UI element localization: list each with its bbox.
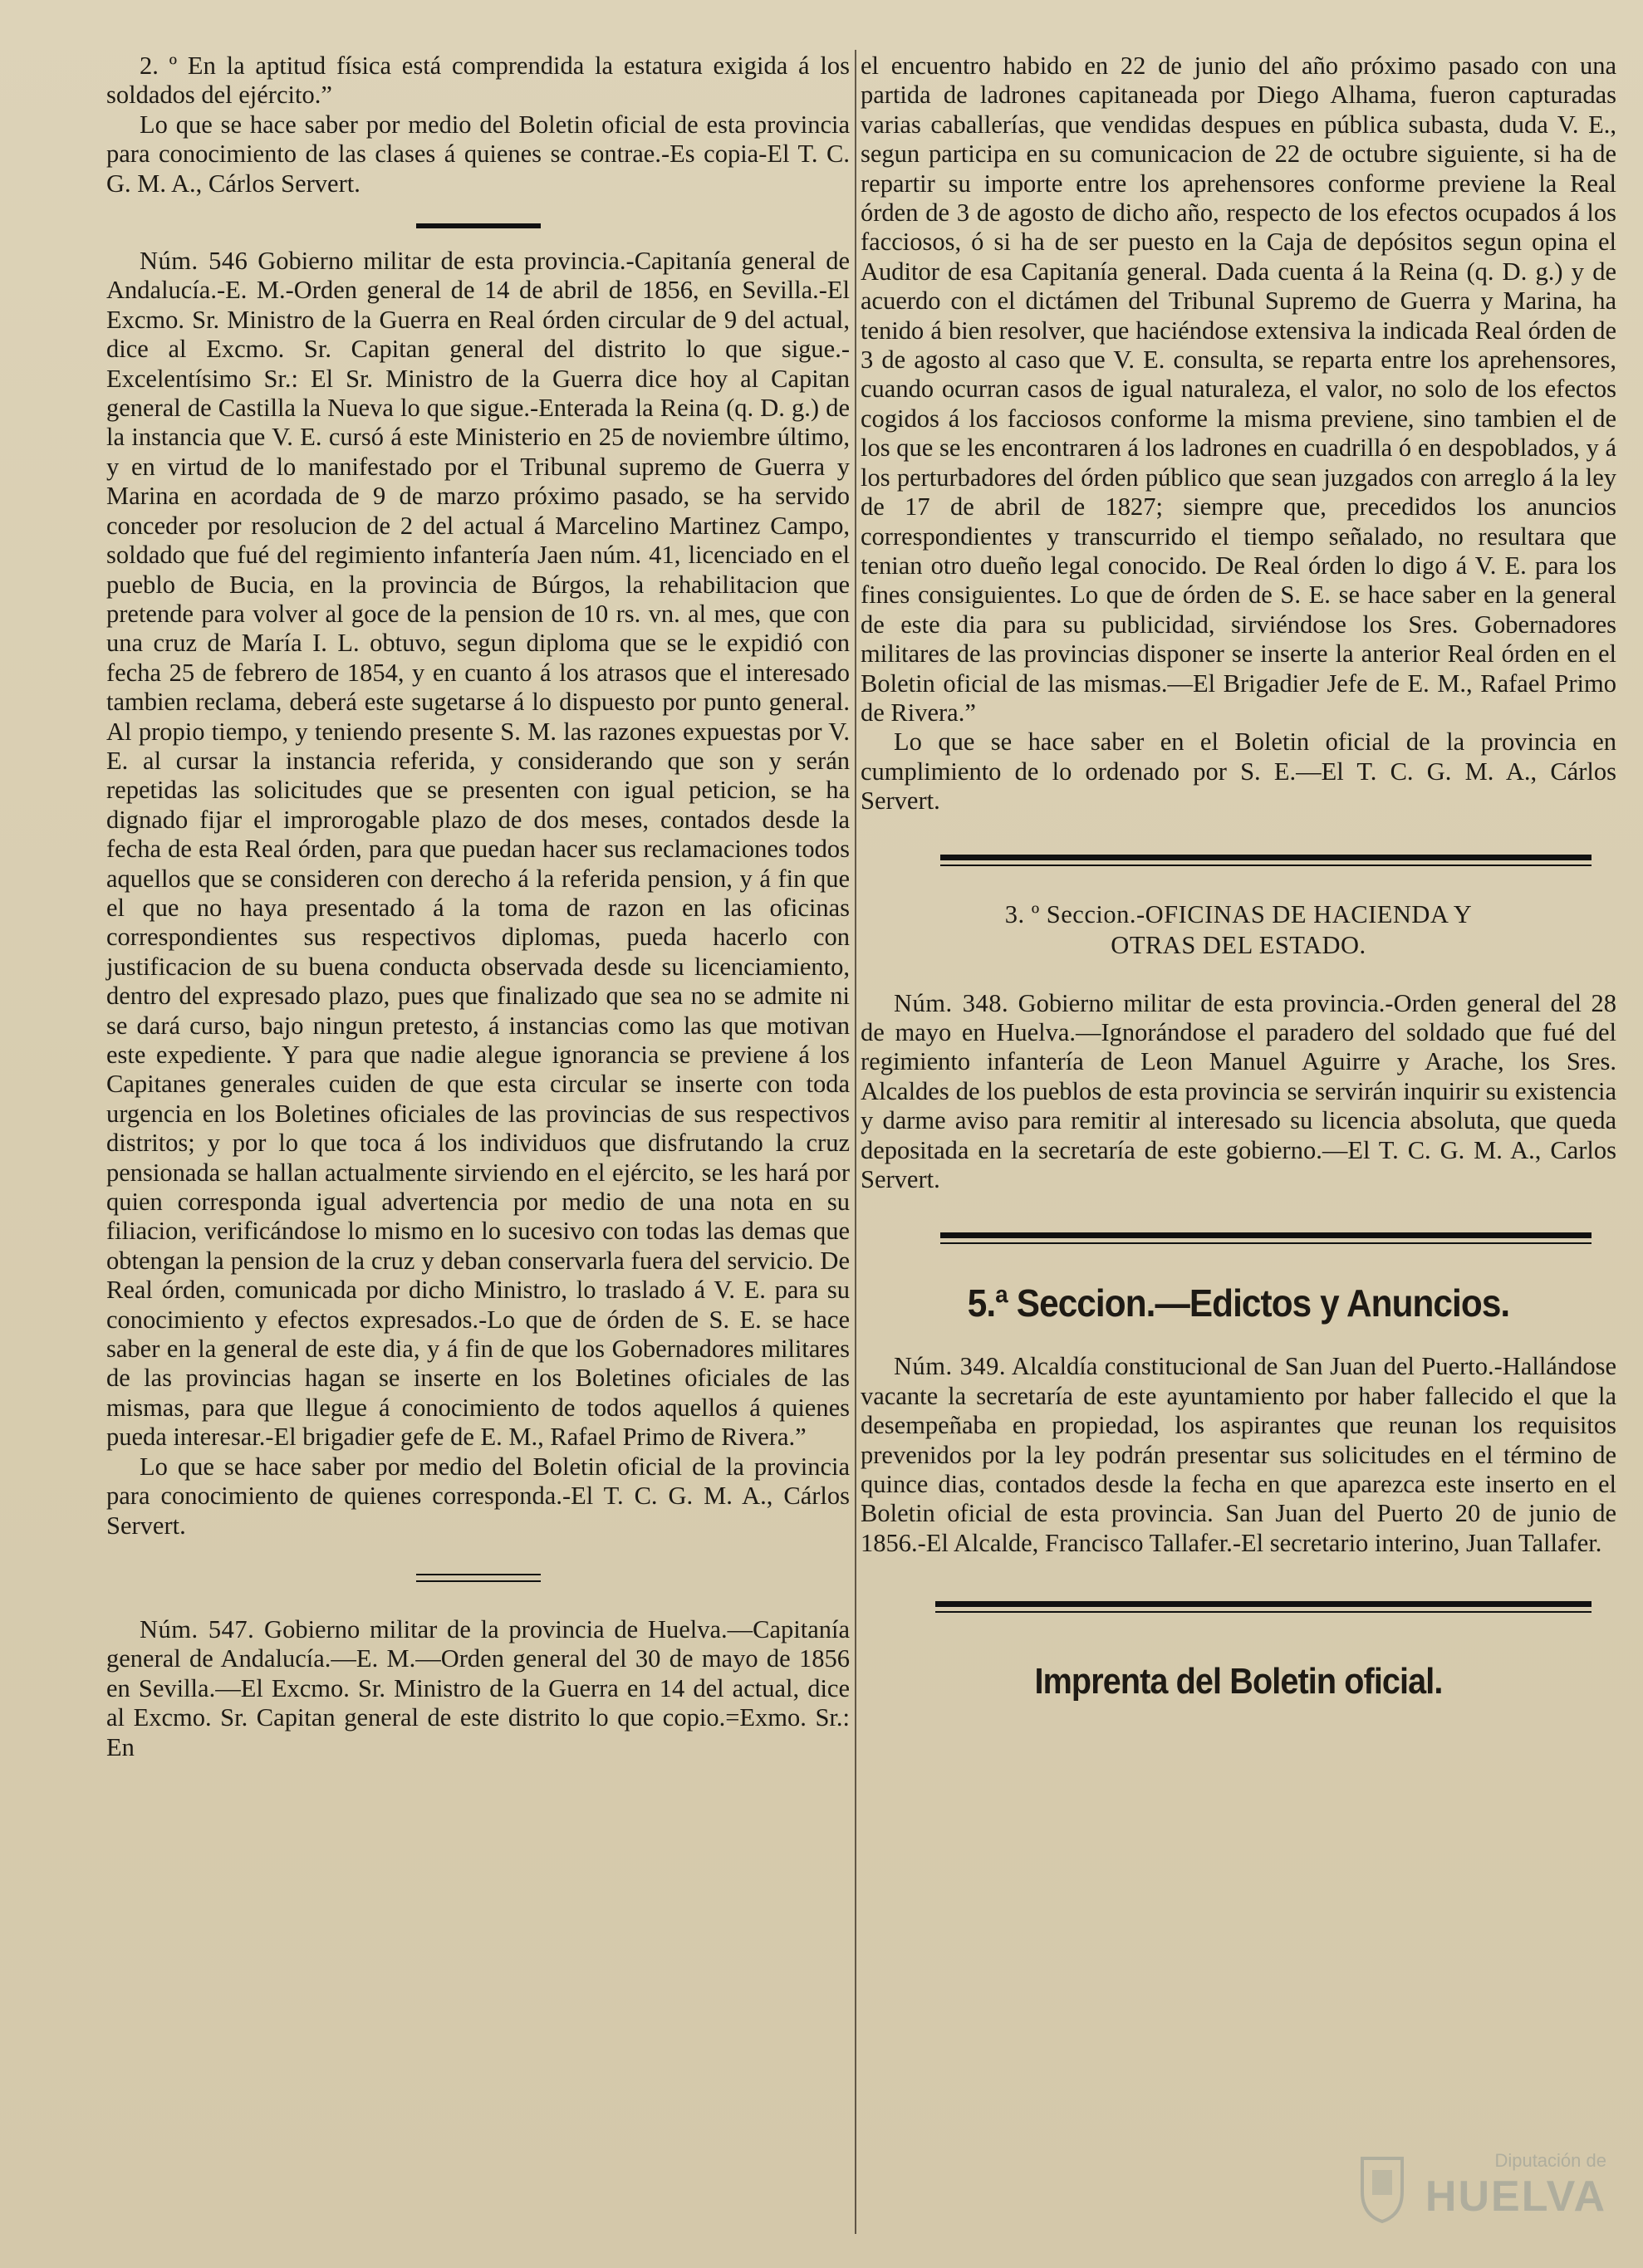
section-heading-line: 3. º Seccion.-OFICINAS DE HACIENDA Y — [1004, 899, 1473, 928]
article-closing: Lo que se hace saber en el Boletin oficial de la provincia en cumplimiento de lo ordenado por S. E.—El T. C. G. M. A., Cárlos Servert. — [861, 727, 1616, 816]
notice-546-closing: Lo que se hace saber por medio del Boletin oficial de la provincia para conocimiento de quienes corresponda.-El T. C. G. M. A., Cárlos Servert. — [106, 1452, 850, 1540]
rule-thick — [935, 1601, 1592, 1607]
watermark-large-text: HUELVA — [1425, 2172, 1606, 2221]
archive-watermark — [1357, 2143, 1606, 2235]
rule-thin — [940, 1242, 1592, 1244]
notice-body: Gobierno militar de la provincia de Huelva.—Capitanía general de Andalucía.—E. M.—Orden general del 30 de mayo de 1856 en Sevilla.—El Excmo. Sr. Ministro de la Guerra en 14 del actual, dice al Excmo. Sr. Capitan general de este distrito lo que copio.=Exmo. Sr.: En — [106, 1614, 851, 1761]
notice-547 — [106, 1615, 850, 1762]
rule-thin — [940, 865, 1592, 866]
notice-number: Núm. 546 — [140, 247, 248, 276]
rule-thick — [940, 1232, 1592, 1238]
article-continuation: 2. º En la aptitud física está comprendida la estatura exigida á los soldados del ejército.” — [106, 51, 850, 110]
article-closing: Lo que se hace saber por medio del Boletin oficial de esta provincia para conocimiento de las clases á quienes se contrae.-Es copia-El T. C. G. M. A., Cárlos Servert. — [106, 110, 850, 198]
notice-546 — [106, 247, 850, 1452]
separator-rule — [416, 1580, 541, 1582]
notice-number: Núm. 348. — [894, 988, 1009, 1017]
section-rule — [935, 1601, 1592, 1613]
crest-icon — [1357, 2150, 1407, 2225]
notice-body: Alcaldía constitucional de San Juan del Puerto.-Hallándose vacante la secretaría de este ayuntamiento por haber fallecido el que la desempeñaba en propiedad, los aspirantes que reunan los requisitos prevenidos por la ley podrán presentar sus solicitudes en el término de quince dias, contados desde la fecha en que aparezca este inserto en el Boletin oficial de esta provincia. San Juan del Puerto 20 de junio de 1856.-El Alcalde, Francisco Tallafer.-El secretario interino, Juan Tallafer. — [861, 1352, 1616, 1557]
notice-348 — [861, 989, 1616, 1195]
section-heading-line: OTRAS DEL ESTADO. — [1111, 930, 1366, 959]
notice-body: Gobierno militar de esta provincia.-Capitanía general de Andalucía.-E. M.-Orden general de 14 de abril de 1856, en Sevilla.-El Excmo. Sr. Ministro de la Guerra en Real órden circular de 9 del actual, dice al Excmo. Sr. Capitan general del distrito lo que sigue.-Excelentísimo Sr.: El Sr. Ministro de la Guerra dice hoy al Capitan general de Castilla la Nueva lo que sigue.-Enterada la Reina (q. D. g.) de la instancia que V. E. cursó á este Ministerio en 25 de noviembre último, y en virtud de lo manifestado por el Tribunal supremo de Guerra y Marina en acordada de 9 de marzo próximo pasado, se ha servido conceder por resolucion de 2 del actual á Marcelino Martinez Campo, soldado que fué del regimiento infantería Jaen núm. 41, licenciado en el pueblo de Bucia, en la provincia de Búrgos, la rehabilitacion que pretende para volver al goce de la pension de 10 rs. vn. al mes, que con una cruz de María I. L. obtuvo, segun diploma que se le expidió con fecha 25 de febrero de 1854, y en cuanto á los atrasos que el interesado tambien reclama, deberá este sugetarse á lo dispuesto por punto general. Al propio tiempo, y teniendo presente S. M. las razones expuestas por V. E. al cursar la instancia referida, y considerando que son y serán repetidas las solicitudes que se presenten con igual peticion, se ha dignado fijar el improrogable plazo de dos meses, contados desde la fecha de esta Real órden, para que puedan hacer sus reclamaciones todos aquellos que se consideren con derecho á la referida pension, y á fin que el que no haya presentado á la toma de razon en las oficinas correspondientes sus respectivos diplomas, pueda hacerlo con justificacion de su buena conducta observada desde su licenciamiento, dentro del expresado plazo, pues que finalizado que sea no se admite ni se dará curso, bajo ningun pretesto, á instancias como las que motivan este expediente. Y para que nadie alegue ignorancia se previene á los Capitanes generales cuiden de que esta circular se inserte con toda urgencia en los Boletines oficiales de las provincias de sus respectivos distritos; y por lo que toca á los individuos que disfrutando la cruz pensionada se hallan actualmente sirviendo en el ejército, se les hará por quien corresponda igual advertencia por medio de una nota en su filiacion, verificándose lo mismo en lo sucesivo con todas las demas que obtengan la pension de la cruz y deban conservarla fuera del servicio. De Real órden, comunicada por dicho Ministro, lo traslado á V. E. para su conocimiento y efectos expresados.-Lo que de órden de S. E. se hace saber en la general de este dia, y á fin de que los Gobernadores militares de las provincias hagan se inserte en los Boletines oficiales de las mismas, para que llegue á conocimiento de todos aquellos á quienes pueda interesar.-El brigadier gefe de E. M., Rafael Primo de Rivera.” — [106, 247, 850, 1452]
separator-rule — [416, 1574, 541, 1575]
section-rule — [940, 855, 1592, 866]
notice-number: Núm. 349. — [894, 1352, 1007, 1381]
printer-imprint: Imprenta del Boletin oficial. — [1034, 1661, 1443, 1702]
notice-number: Núm. 547. — [140, 1614, 255, 1643]
notice-body: Gobierno militar de esta provincia.-Orden general del 28 de mayo en Huelva.—Ignorándose el paradero del soldado que fué del regimiento infantería de Leon Manuel Aguirre y Arache, los Sres. Alcaldes de los pueblos de esta provincia se servirán inquirir su existencia y darme aviso para remitir al interesado su licencia absoluta, que queda depositada en la secretaría de este gobierno.—El T. C. G. M. A., Carlos Servert. — [861, 988, 1617, 1193]
notice-349 — [861, 1352, 1616, 1558]
left-column — [106, 51, 850, 1762]
rule-thin — [935, 1611, 1592, 1613]
rule-thick — [940, 855, 1592, 860]
section-rule — [940, 1232, 1592, 1244]
right-column — [861, 51, 1616, 1704]
separator-rule — [416, 223, 541, 228]
article-continuation: el encuentro habido en 22 de junio del año próximo pasado con una partida de ladrones capitaneada por Diego Alhama, fueron capturadas varias caballerías, que vendidas despues en pública subasta, duda V. E., segun participa en su comunicacion de 22 de octubre siguiente, si ha de repartir su importe entre los aprehensores conforme previene la Real órden de 3 de agosto de dicho año, respecto de los efectos ocupados á los facciosos, ó si ha de ser puesto en la Caja de depósitos segun opina el Auditor de esa Capitanía general. Dada cuenta á la Reina (q. D. g.) y de acuerdo con el dictámen del Tribunal Supremo de Guerra y Marina, ha tenido á bien resolver, que haciéndose extensiva la indicada Real órden de 3 de agosto al caso que V. E. consulta, se reparta entre los aprehensores, cuando ocurran casos de igual naturaleza, el valor, no solo de los efectos cogidos á los facciosos conforme la misma previene, sino tambien el de los que se les encontraren á los ladrones en cuadrilla ó en despoblados, y á los perturbadores del órden público que sean juzgados con arreglo á la ley de 17 de abril de 1827; siempre que, precedidos los anuncios correspondientes y transcurrido el tiempo señalado, no resultara que tenian otro dueño legal conocido. De Real órden lo digo á V. E. para los fines consiguientes. Lo que de órden de S. E. se hace saber en la general de este dia para su publicidad, sirviéndose los Sres. Gobernadores militares de las provincias disponer se inserte la anterior Real órden en el Boletin oficial de las mismas.—El Brigadier Jefe de E. M., Rafael Primo de Rivera.” — [861, 51, 1616, 727]
section-3-heading — [861, 899, 1616, 961]
section-5-heading: 5.ª Seccion.—Edictos y Anuncios. — [967, 1281, 1510, 1325]
column-divider — [855, 50, 856, 2234]
watermark-small-text: Diputación de — [1494, 2150, 1606, 2171]
